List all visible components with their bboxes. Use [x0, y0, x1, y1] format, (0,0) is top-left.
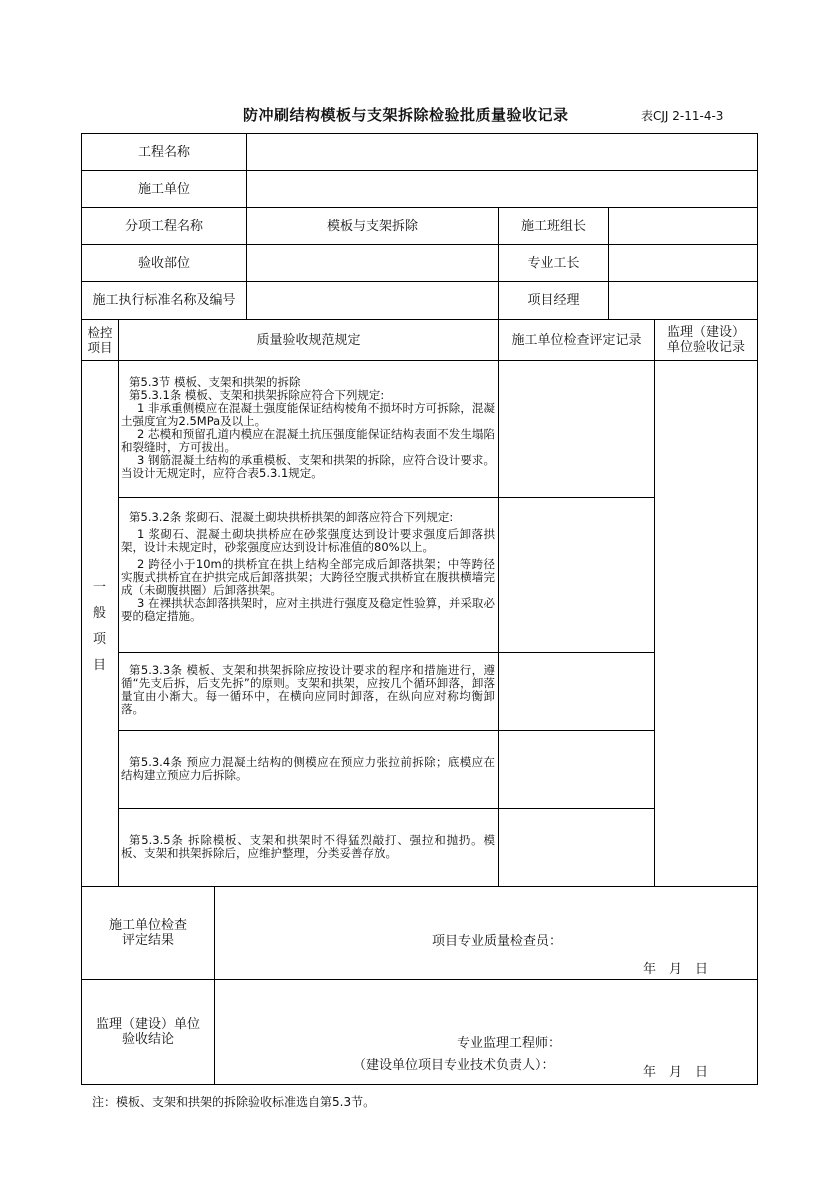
clause-line: 第5.3.2条 浆砌石、混凝土砌块拱桥拱架的卸落应符合下列规定:: [129, 510, 454, 524]
supervisor-record-header-line2: 单位验收记录: [666, 340, 745, 355]
clause-5-3-3: [121, 664, 495, 716]
contractor-result-label-line2: 评定结果: [121, 933, 174, 948]
clause-5-3-1: [121, 376, 495, 480]
supervisor-record-header: [655, 320, 757, 360]
foreman-field[interactable]: [609, 245, 757, 281]
quality-inspector-label: 项目专业质量检查员：: [432, 934, 563, 949]
clause-line: 1 浆砌石、混凝土砌块拱桥应在砂浆强度达到设计要求强度后卸落拱架，设计未规定时，砂浆强度应达到设计标准值的80%以上。: [121, 527, 495, 554]
supervisor-result-label-line1: 监理（建设）单位: [95, 1017, 200, 1032]
supervisor-record-header-line1: 监理（建设）: [666, 325, 745, 340]
contractor-field[interactable]: [247, 171, 757, 207]
supervising-engineer-label: 专业监理工程师：: [457, 1036, 562, 1051]
inspection-item-header-line1: 检控: [87, 325, 113, 340]
clause-5-3-4: [121, 756, 495, 782]
project-name-label: 工程名称: [137, 144, 190, 160]
project-manager-field[interactable]: [609, 282, 757, 319]
clause-5-3-2: [121, 511, 495, 623]
clause-line: 第5.3节 模板、支架和拱架的拆除: [129, 375, 301, 389]
supervisor-result-date: 年 月 日: [643, 1065, 709, 1080]
inspection-item-header: [82, 320, 118, 360]
acceptance-part-field[interactable]: [247, 245, 498, 281]
contractor-record-cell[interactable]: [499, 361, 654, 497]
sub-project-label: 分项工程名称: [124, 218, 203, 234]
clause-line: 3 在裸拱状态卸落拱架时，应对主拱进行强度及稳定性验算，并采取必要的稳定措施。: [121, 596, 495, 623]
sub-project-value: 模板与支架拆除: [326, 218, 418, 234]
clause-line: 2 芯模和预留孔道内模应在混凝土抗压强度能保证结构表面不发生塌陷和裂缝时，方可拔出。: [121, 427, 495, 454]
contractor-record-cell[interactable]: [499, 809, 654, 886]
clause-line: 第5.3.1条 模板、支架和拱架拆除应符合下列规定:: [129, 388, 385, 402]
contractor-result-label-line1: 施工单位检查: [108, 918, 187, 933]
general-items-char-3: 项: [92, 632, 106, 647]
footnote: 注：模板、支架和拱架的拆除验收标准选自第5.3节。: [92, 1095, 376, 1109]
team-leader-label: 施工班组长: [520, 218, 586, 234]
owner-technical-rep-label: （建设单位项目专业技术负责人）：: [353, 1058, 555, 1073]
clause-line: 第5.3.3条 模板、支架和拱架拆除应按设计要求的程序和措施进行，遵循“先支后拆，后支先拆”的原则。支架和拱架，应按几个循环卸落，卸落量宜由小渐大。每一循环中，在横向应同时卸落，在纵向应对称均衡卸落。: [121, 663, 495, 716]
contractor-record-header: 施工单位检查评定记录: [511, 332, 642, 348]
standard-field[interactable]: [247, 282, 498, 319]
supervisor-result-label: [82, 980, 214, 1084]
spec-header: 质量验收规范规定: [256, 332, 361, 348]
acceptance-part-label: 验收部位: [137, 255, 190, 271]
clause-5-3-5: [121, 834, 495, 860]
foreman-label: 专业工长: [527, 255, 580, 271]
contractor-result-label: [82, 887, 214, 979]
form-code: 表CJJ 2-11-4-3: [641, 109, 724, 123]
project-name-field[interactable]: [247, 134, 757, 170]
clause-line: 第5.3.4条 预应力混凝土结构的侧模应在预应力张拉前拆除；底模应在结构建立预应力后拆除。: [121, 755, 495, 782]
contractor-result-date: 年 月 日: [643, 962, 709, 977]
contractor-label: 施工单位: [137, 181, 190, 197]
general-items-char-1: 一: [92, 580, 106, 595]
team-leader-field[interactable]: [609, 208, 757, 244]
general-items-char-2: 般: [92, 606, 106, 621]
supervisor-result-label-line2: 验收结论: [121, 1032, 174, 1047]
project-manager-label: 项目经理: [527, 293, 580, 308]
contractor-record-cell[interactable]: [499, 498, 654, 652]
clause-line: 1 非承重侧模应在混凝土强度能保证结构棱角不损坏时方可拆除，混凝土强度宜为2.5MPa及以上。: [121, 401, 495, 428]
standard-label: 施工执行标准名称及编号: [92, 293, 236, 308]
clause-line: 第5.3.5条 拆除模板、支架和拱架时不得猛烈敲打、强拉和抛扔。模板、支架和拱架拆除后，应维护整理，分类妥善存放。: [121, 833, 495, 860]
supervisor-record-cell[interactable]: [655, 361, 757, 886]
clause-line: 2 跨径小于10m的拱桥宜在拱上结构全部完成后卸落拱架；中等跨径实腹式拱桥宜在护拱完成后卸落拱架；大跨径空腹式拱桥宜在腹拱横墙完成（未砌腹拱圈）后卸落拱架。: [121, 557, 495, 597]
contractor-record-cell[interactable]: [499, 653, 654, 730]
inspection-item-header-line2: 项目: [87, 340, 113, 355]
contractor-record-cell[interactable]: [499, 731, 654, 808]
general-items-char-4: 目: [92, 658, 106, 673]
clause-line: 3 钢筋混凝土结构的承重模板、支架和拱架的拆除，应符合设计要求。当设计无规定时，应符合表5.3.1规定。: [121, 453, 495, 480]
page-title: 防冲刷结构模板与支架拆除检验批质量验收记录: [243, 106, 569, 124]
